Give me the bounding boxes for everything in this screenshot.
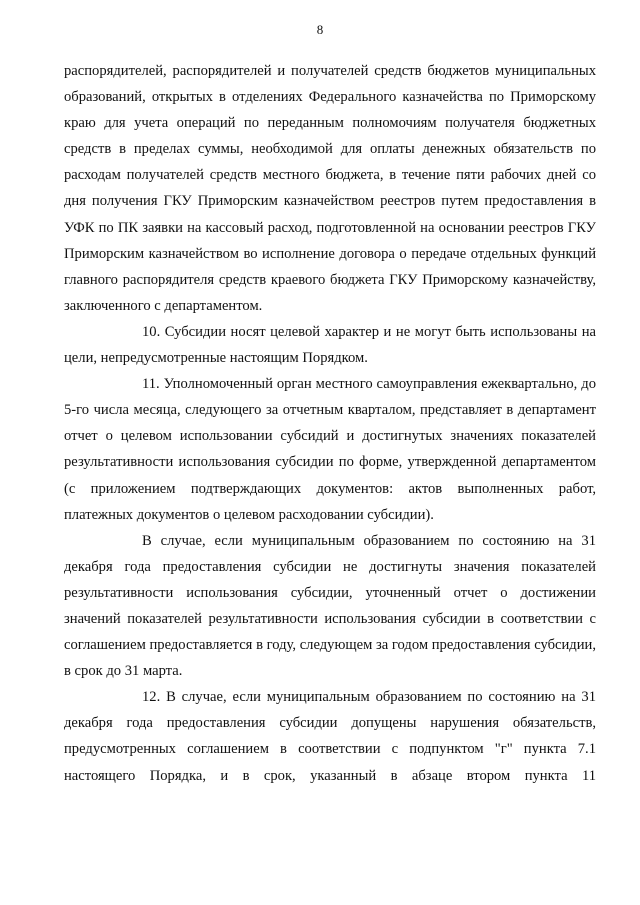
paragraph-item-11-case: В случае, если муниципальным образованием по состоянию на 31 декабря года предоставления субсидии не достигнуты значения показателей результативности использования субсидии, уточненный отчет о достижении значений показателей результативности использования субсидии в соответствии с соглашением предоставляется в году, следующем за годом предоставления субсидии, в срок до 31 марта. xyxy=(64,532,596,680)
paragraph-continuation: распорядителей, распорядителей и получателей средств бюджетов муниципальных образований, открытых в отделениях Федерального казначейства по Приморскому краю для учета операций по переданным полномочиям получателя бюджетных средств в пределах суммы, необходимой для оплаты денежных обязательств по расходам получателей средств местного бюджета, в течение пяти рабочих дней со дня получения ГКУ Приморским казначейством реестров путем предоставления в УФК по ПК заявки на кассовый расход, подготовленной на основании реестров ГКУ Приморским казначейством во исполнение договора о передаче отдельных функций главного распорядителя средств краевого бюджета ГКУ Приморскому казначейству, заключенного с департаментом. xyxy=(64,63,596,314)
paragraph-item-11: 11. Уполномоченный орган местного самоуправления ежеквартально, до 5-го числа месяца, следующего за отчетным кварталом, представляет в департамент отчет о целевом использовании субсидий и достигнутых значениях показателей результативности использования субсидии по форме, утвержденной департаментом (с приложением подтверждающих документов: актов выполненных работ, платежных документов о целевом расходовании субсидии). xyxy=(64,376,596,523)
paragraph-item-12: 12. В случае, если муниципальным образованием по состоянию на 31 декабря года предоставления субсидии допущены нарушения обязательств, предусмотренных соглашением в соответствии с подпунктом "г" пункта 7.1 настоящего Порядка, и в срок, указанный в абзаце втором пункта 11 xyxy=(64,689,596,784)
document-body xyxy=(64,58,596,789)
paragraph-item-10: 10. Субсидии носят целевой характер и не могут быть использованы на цели, непредусмотренные настоящим Порядком. xyxy=(64,323,596,367)
page-number: 8 xyxy=(316,22,324,37)
